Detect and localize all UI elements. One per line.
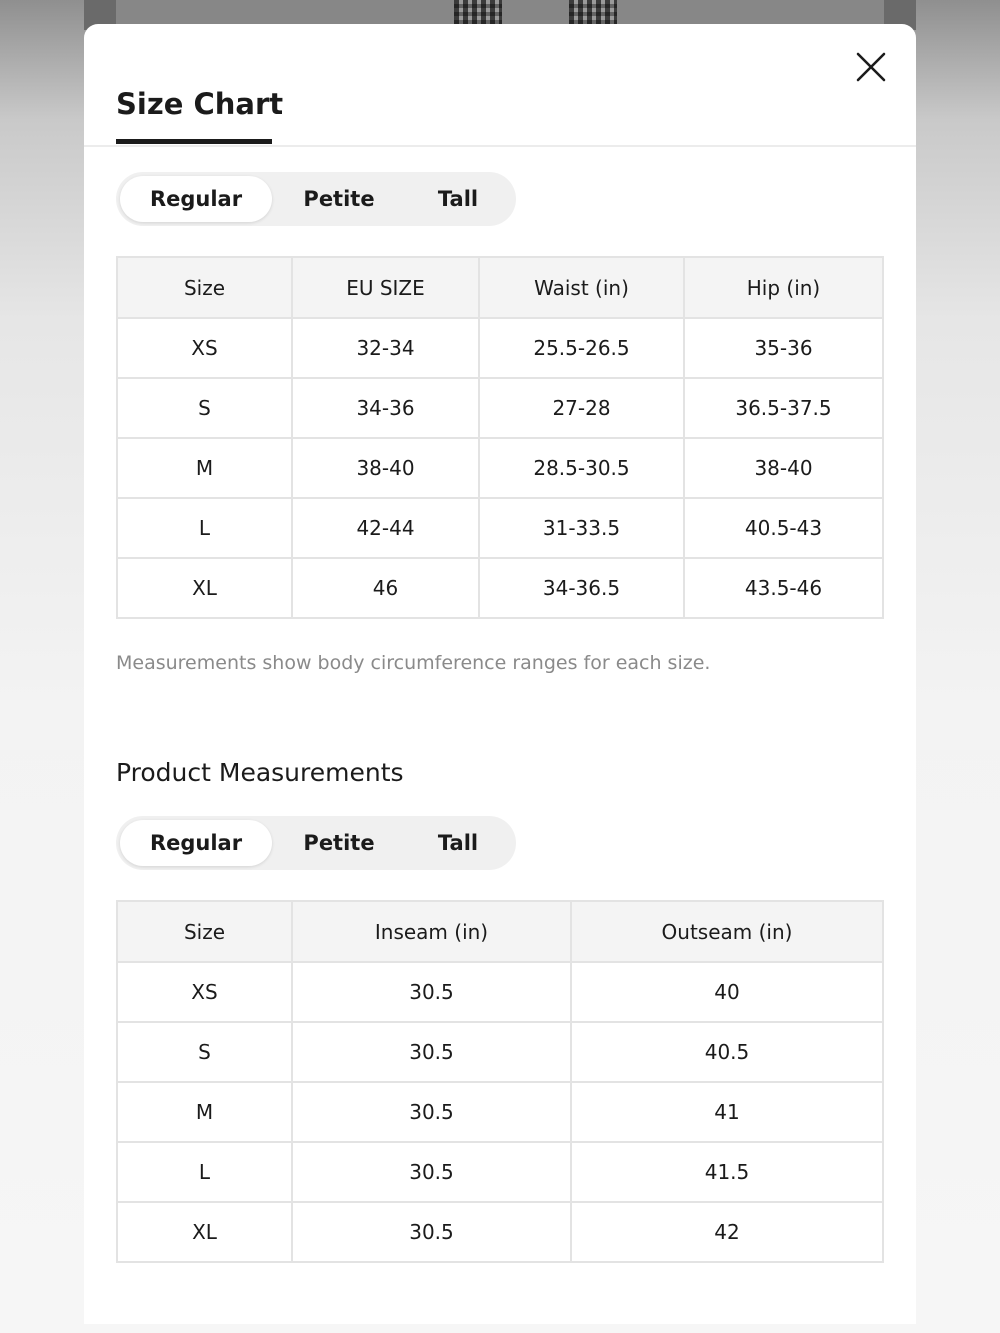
- table-cell: 25.5-26.5: [479, 318, 684, 378]
- table-cell: 41.5: [571, 1142, 883, 1202]
- table-cell: 32-34: [292, 318, 479, 378]
- table-cell: 40.5: [571, 1022, 883, 1082]
- table-row: [117, 1202, 883, 1262]
- table-cell: M: [117, 1082, 292, 1142]
- size-chart-table: [116, 256, 884, 619]
- table-cell: 42: [571, 1202, 883, 1262]
- product-measurements-title: Product Measurements: [116, 758, 404, 787]
- table-header-row: [117, 901, 883, 962]
- column-header: Outseam (in): [571, 901, 883, 962]
- modal-header: [84, 24, 916, 147]
- table-cell: 40: [571, 962, 883, 1022]
- table-cell: S: [117, 1022, 292, 1082]
- table-row: [117, 1022, 883, 1082]
- size-chart-modal: [84, 24, 916, 1324]
- table-cell: 30.5: [292, 1082, 571, 1142]
- table-cell: 38-40: [292, 438, 479, 498]
- table-cell: 27-28: [479, 378, 684, 438]
- product-measurements-table: [116, 900, 884, 1263]
- table-cell: 30.5: [292, 1022, 571, 1082]
- table-row: [117, 1082, 883, 1142]
- measurement-note: Measurements show body circumference ranges for each size.: [116, 652, 711, 674]
- table-cell: 46: [292, 558, 479, 618]
- table-cell: 30.5: [292, 1202, 571, 1262]
- table-cell: 31-33.5: [479, 498, 684, 558]
- table-cell: 41: [571, 1082, 883, 1142]
- close-button[interactable]: [854, 50, 888, 84]
- table-cell: 28.5-30.5: [479, 438, 684, 498]
- table-cell: 30.5: [292, 962, 571, 1022]
- table-cell: 36.5-37.5: [684, 378, 883, 438]
- table-row: [117, 962, 883, 1022]
- title-underline: [116, 139, 272, 144]
- table-cell: 43.5-46: [684, 558, 883, 618]
- table-cell: 34-36.5: [479, 558, 684, 618]
- tab-tall[interactable]: Tall: [406, 820, 510, 866]
- column-header: Waist (in): [479, 257, 684, 318]
- tab-regular[interactable]: Regular: [120, 176, 272, 222]
- table-cell: XS: [117, 962, 292, 1022]
- table-cell: 40.5-43: [684, 498, 883, 558]
- tab-petite[interactable]: Petite: [272, 176, 406, 222]
- tab-tall[interactable]: Tall: [406, 176, 510, 222]
- table-row: [117, 1142, 883, 1202]
- column-header: Size: [117, 257, 292, 318]
- table-cell: 38-40: [684, 438, 883, 498]
- tab-petite[interactable]: Petite: [272, 820, 406, 866]
- table-cell: XS: [117, 318, 292, 378]
- table-cell: 30.5: [292, 1142, 571, 1202]
- close-icon: [854, 50, 888, 84]
- plaid-trouser-right: [569, 0, 617, 24]
- plaid-trouser-left: [454, 0, 502, 24]
- column-header: EU SIZE: [292, 257, 479, 318]
- table-row: [117, 498, 883, 558]
- table-header-row: [117, 257, 883, 318]
- table-row: [117, 378, 883, 438]
- tab-regular[interactable]: Regular: [120, 820, 272, 866]
- column-header: Hip (in): [684, 257, 883, 318]
- modal-title: Size Chart: [116, 87, 284, 121]
- table-cell: L: [117, 1142, 292, 1202]
- table-row: [117, 318, 883, 378]
- table-cell: 34-36: [292, 378, 479, 438]
- column-header: Size: [117, 901, 292, 962]
- table-row: [117, 558, 883, 618]
- size-chart-fit-tabs: [116, 172, 516, 226]
- table-cell: S: [117, 378, 292, 438]
- product-measurements-fit-tabs: [116, 816, 516, 870]
- table-cell: XL: [117, 558, 292, 618]
- table-cell: M: [117, 438, 292, 498]
- table-cell: 35-36: [684, 318, 883, 378]
- column-header: Inseam (in): [292, 901, 571, 962]
- table-cell: L: [117, 498, 292, 558]
- table-row: [117, 438, 883, 498]
- table-cell: XL: [117, 1202, 292, 1262]
- table-cell: 42-44: [292, 498, 479, 558]
